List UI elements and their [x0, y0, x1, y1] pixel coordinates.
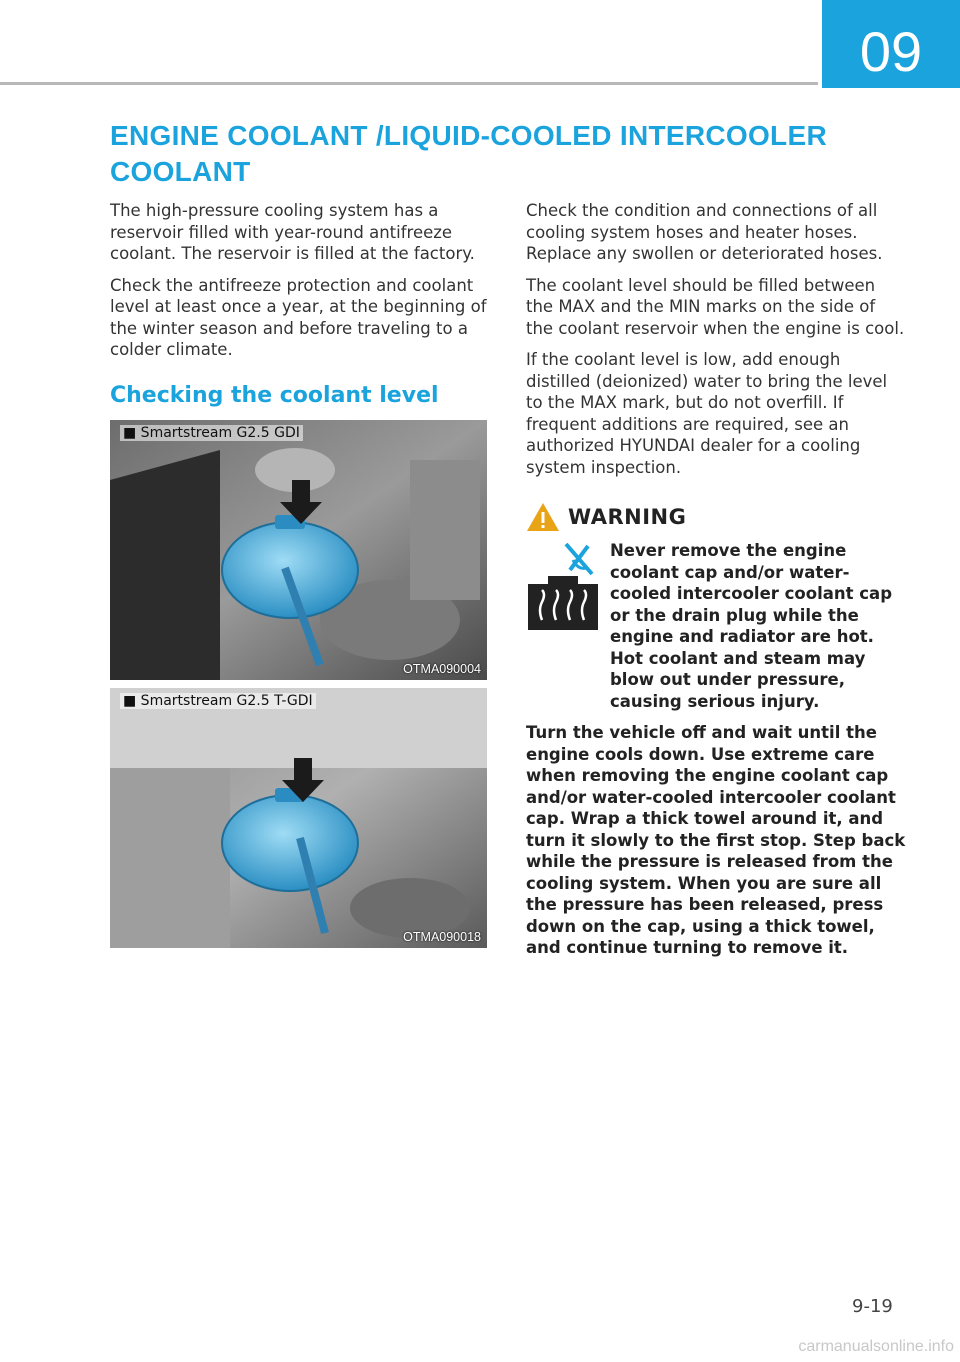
- warning-header: [526, 502, 906, 532]
- engine-bay-photo-tgdi: [110, 688, 487, 948]
- warning-lead-text: Never remove the engine coolant cap and/or water-cooled intercooler coolant cap or the drain plug while the engine and radiator are hot. Hot coolant and steam may blow out under pressure, causing serious injury.: [610, 541, 892, 711]
- warning-body-text: Turn the vehicle off and wait until the engine cools down. Use extreme care when removing the engine coolant cap and/or water-cooled intercooler coolant cap. Wrap a thick towel around it, and turn it slowly to the first stop. Step back while the pressure is released from the cooling system. When you are sure all the pressure has been released, press down on the cap, using a thick towel, and continue turning to remove it.: [526, 723, 906, 957]
- left-paragraph-2: Check the antifreeze protection and coolant level at least once a year, at the beginning of the winter season and before traveling to a colder climate.: [110, 275, 487, 359]
- subheading-checking-coolant: Checking the coolant level: [110, 382, 439, 408]
- warning-triangle-icon: [526, 502, 560, 532]
- right-column: [526, 200, 906, 959]
- right-paragraph-1: Check the condition and connections of all cooling system hoses and heater hoses. Replace any swollen or deteriorated hoses.: [526, 201, 883, 263]
- chapter-tab: 09: [822, 0, 960, 88]
- warning-title: WARNING: [568, 505, 687, 529]
- right-paragraph-2: The coolant level should be filled between the MAX and the MIN marks on the side of the coolant reservoir when the engine is cool.: [526, 275, 905, 338]
- engine-bay-illustration: [110, 688, 487, 948]
- page-number: 9-19: [852, 1296, 893, 1317]
- left-paragraph-1: The high-pressure cooling system has a reservoir filled with year-round antifreeze coolant. The reservoir is filled at the factory.: [110, 201, 475, 263]
- warning-block: [526, 540, 906, 712]
- header-rule: [0, 82, 818, 85]
- left-column: [110, 200, 490, 956]
- engine-bay-illustration: [110, 420, 487, 680]
- figure-1-caption: ■ Smartstream G2.5 GDI: [120, 425, 303, 441]
- figure-2-code: OTMA090018: [403, 929, 481, 944]
- hot-coolant-steam-icon: [526, 540, 600, 632]
- figure-2-caption: ■ Smartstream G2.5 T-GDI: [120, 693, 316, 709]
- watermark: carmanualsonline.info: [798, 1338, 954, 1355]
- figure-1-code: OTMA090004: [403, 661, 481, 676]
- right-paragraph-3: If the coolant level is low, add enough distilled (deionized) water to bring the level to the MAX mark, but do not overfill. If frequent additions are required, see an authorized HYUNDAI dealer for a cooling system inspection.: [526, 350, 888, 477]
- section-title: ENGINE COOLANT /LIQUID-COOLED INTERCOOLER COOLANT: [110, 120, 827, 187]
- engine-bay-photo-gdi: [110, 420, 487, 680]
